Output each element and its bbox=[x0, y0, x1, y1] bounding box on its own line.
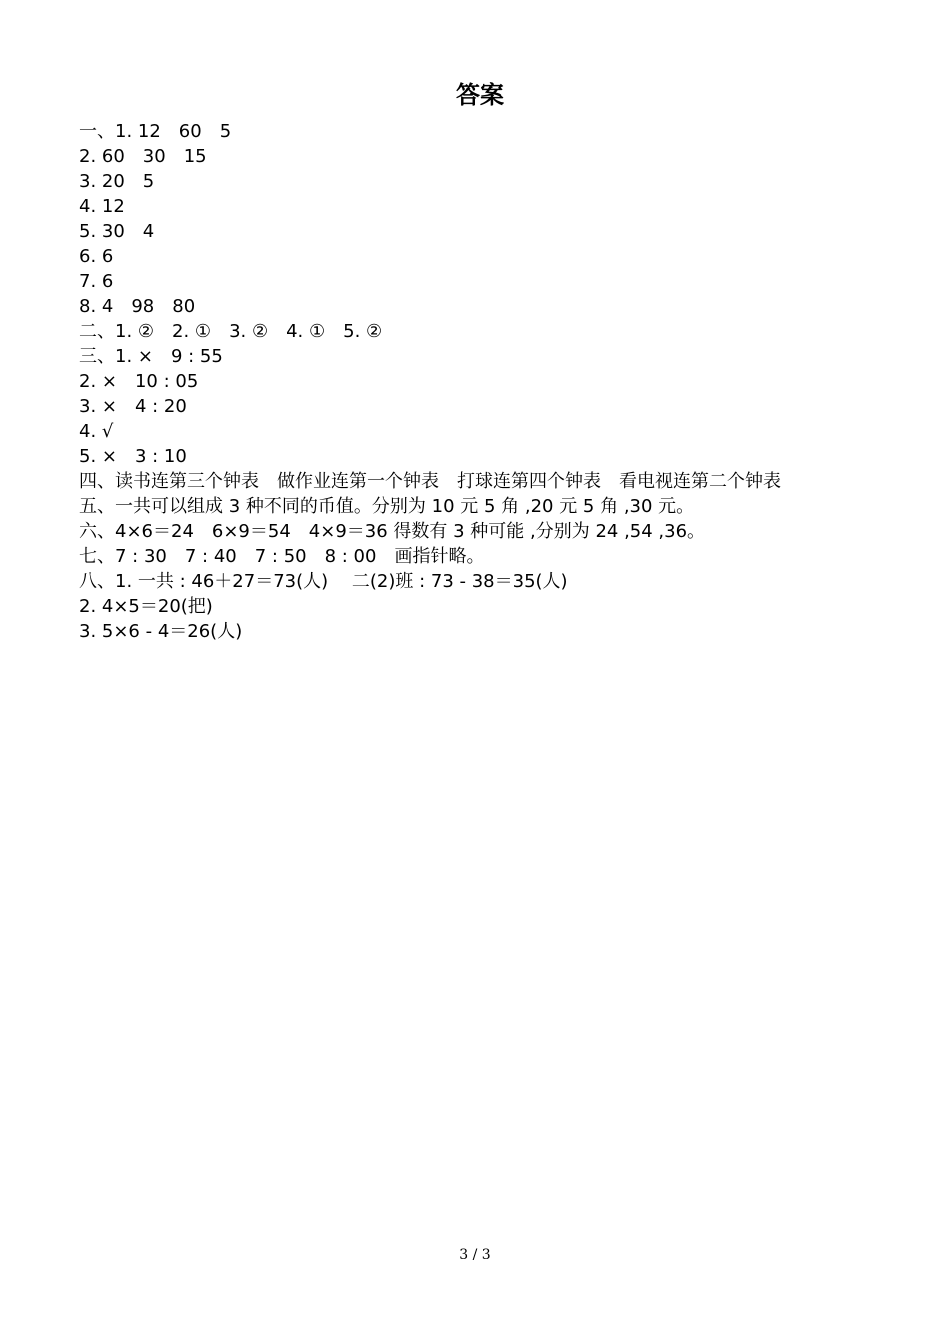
answer-line-1-1: 一、1. 12 60 5 bbox=[79, 121, 232, 142]
answer-line-1-5: 5. 30 4 bbox=[79, 221, 155, 242]
answer-line-5: 五、一共可以组成 3 种不同的币值。分别为 10 元 5 角 ,20 元 5 角 ,30 元。 bbox=[79, 496, 695, 517]
answer-line-1-6: 6. 6 bbox=[79, 246, 114, 267]
answer-line-1-7: 7. 6 bbox=[79, 271, 114, 292]
answer-line-3-2: 2. × 10 : 05 bbox=[79, 371, 199, 392]
answer-line-8-3: 3. 5×6 - 4＝26(人) bbox=[79, 621, 243, 642]
answer-line-1-3: 3. 20 5 bbox=[79, 171, 155, 192]
answer-line-3-1: 三、1. × 9 : 55 bbox=[79, 346, 223, 367]
answer-line-2: 二、1. ② 2. ① 3. ② 4. ① 5. ② bbox=[79, 321, 383, 342]
answer-list bbox=[79, 119, 939, 644]
answer-line-4: 四、读书连第三个钟表 做作业连第一个钟表 打球连第四个钟表 看电视连第二个钟表 bbox=[79, 471, 781, 492]
page-number: 3 / 3 bbox=[459, 1247, 491, 1263]
answer-line-8-1: 八、1. 一共 : 46＋27＝73(人) 二(2)班 : 73 - 38＝35(人) bbox=[79, 571, 568, 592]
answer-line-3-3: 3. × 4 : 20 bbox=[79, 396, 187, 417]
answer-line-7: 七、7 : 30 7 : 40 7 : 50 8 : 00 画指针略。 bbox=[79, 546, 485, 567]
answer-line-3-4: 4. √ bbox=[79, 421, 114, 442]
answer-line-6: 六、4×6＝24 6×9＝54 4×9＝36 得数有 3 种可能 ,分别为 24 ,54 ,36。 bbox=[79, 521, 706, 542]
answer-line-1-2: 2. 60 30 15 bbox=[79, 146, 207, 167]
answer-line-8-2: 2. 4×5＝20(把) bbox=[79, 596, 213, 617]
answer-line-3-5: 5. × 3 : 10 bbox=[79, 446, 187, 467]
answer-line-1-4: 4. 12 bbox=[79, 196, 125, 217]
answer-line-1-8: 8. 4 98 80 bbox=[79, 296, 196, 317]
page-title: 答案 bbox=[456, 81, 504, 109]
